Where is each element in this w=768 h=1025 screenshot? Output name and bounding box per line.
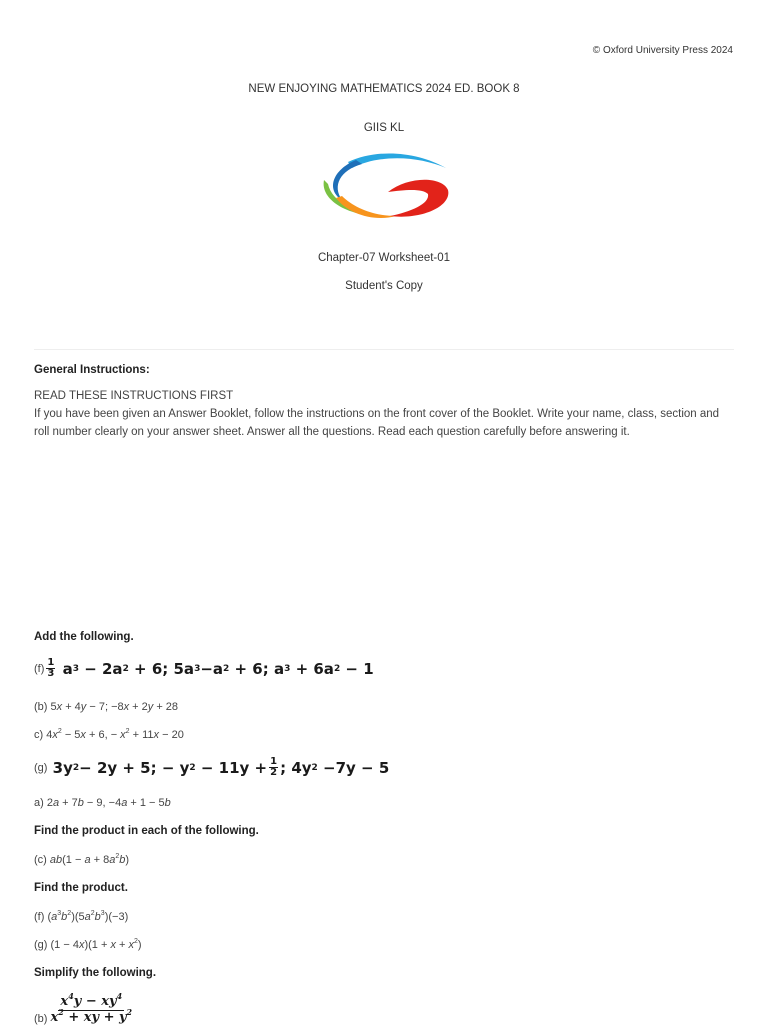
question-add-g — [34, 757, 389, 778]
question-product-g: (g) $(1 - 4x)(1 + x + x^2)$ — [34, 938, 142, 951]
section-divider — [34, 349, 734, 350]
add-section-heading: Add the following. — [34, 631, 134, 643]
product-heading: Find the product. — [34, 882, 128, 894]
logo-blue-swoosh — [333, 160, 362, 200]
math-fraction: $\frac{x^4y - xy^4}{x^2 + xy + y^2}$ — [50, 991, 133, 1025]
question-label: (f) — [34, 911, 45, 923]
question-product-f: (f) $(a^3b^2)(5a^2b^3)(-3)$ — [34, 910, 129, 923]
worksheet-title: Chapter-07 Worksheet-01 — [317, 252, 451, 264]
question-label: (c) — [34, 854, 47, 866]
question-simplify-b — [34, 991, 133, 1025]
question-add-a: a) 2a + 7b − 9, −4a + 1 − 5b — [34, 797, 171, 809]
publisher-logo — [318, 150, 454, 222]
math-expression: 3y 2 − 2y + 5; − y 2 − 11y + $\frac{1}{2}$ ; 4y 2 −7y − 5 — [47, 756, 390, 778]
instructions-heading: General Instructions: — [34, 364, 150, 376]
question-add-c: c) $4x^2 - 5x + 6$, − $x^2 + 11x - 20$ — [34, 728, 184, 741]
logo-cyan-swoosh — [348, 153, 446, 168]
question-label: (b) — [34, 1013, 48, 1025]
question-label: (g) — [34, 939, 48, 951]
question-add-f — [34, 658, 374, 679]
question-product-each-c: (c) $ab(1 - a + 8a^2b)$ — [34, 853, 130, 866]
question-label: (f) — [34, 662, 45, 675]
math-expression: $\frac{1}{3}$ a 3 − 2a 2 + 6; 5a 3 −a 2 + 6; a 3 + 6a 2 − 1 — [47, 657, 374, 679]
instructions-first-line: READ THESE INSTRUCTIONS FIRST — [34, 390, 234, 402]
instructions-body: If you have been given an Answer Booklet, follow the instructions on the front cover of the Booklet. Write your name, class, section and roll number clearly on your answer sheet. Answer all the questions. Read each question carefully before answering it. — [34, 408, 720, 438]
school-name: GIIS KL — [363, 122, 405, 134]
copyright-notice: © Oxford University Press 2024 — [592, 45, 733, 56]
question-label: (b) — [34, 701, 48, 713]
question-add-b: (b) 5x + 4y − 7; −8x + 2y + 28 — [34, 701, 179, 713]
question-label: a) — [34, 797, 44, 809]
book-title: NEW ENJOYING MATHEMATICS 2024 ED. BOOK 8 — [248, 83, 520, 95]
simplify-heading: Simplify the following. — [34, 967, 157, 979]
question-label: (g) — [34, 761, 48, 774]
question-label: c) — [34, 729, 44, 741]
product-each-heading: Find the product in each of the following. — [34, 825, 259, 837]
logo-red-swoosh — [388, 180, 448, 217]
copy-type: Student's Copy — [345, 280, 423, 292]
